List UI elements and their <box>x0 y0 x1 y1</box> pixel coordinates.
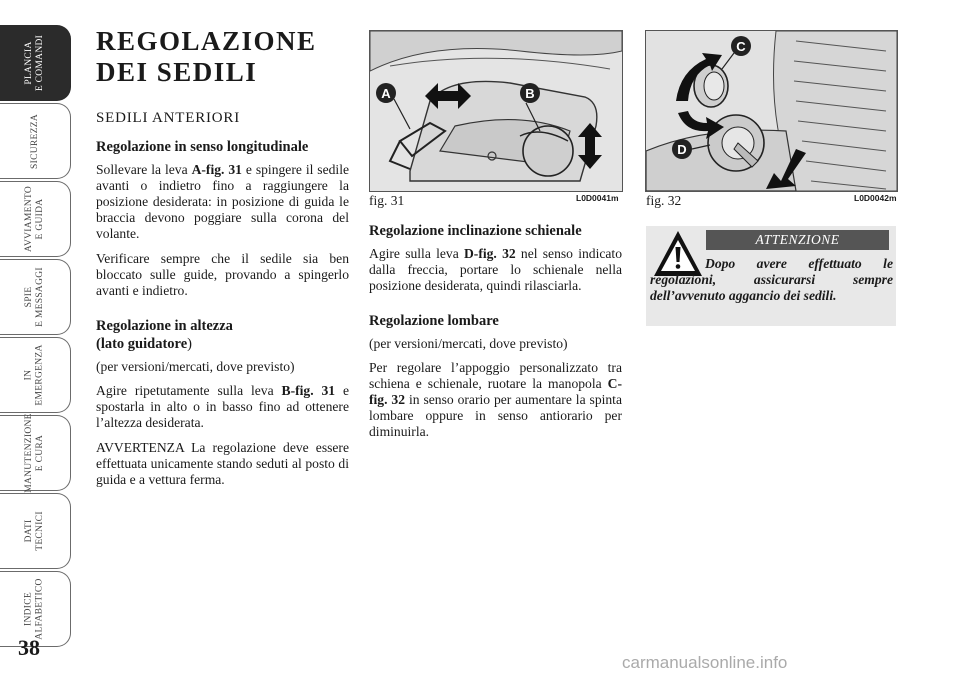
tab-avviamento-e-guida[interactable]: AVVIAMENTO E GUIDA <box>0 181 71 257</box>
tab-manutenzione-e-cura[interactable]: MANUTENZIONE E CURA <box>0 415 71 491</box>
figure-31-seat-levers <box>369 30 623 192</box>
watermark: carmanualsonline.info <box>622 653 788 672</box>
warning-header: ATTENZIONE <box>706 230 889 250</box>
tab-sicurezza[interactable]: SICUREZZA <box>0 103 71 179</box>
note-lumbar: (per versioni/mercati, dove previsto) <box>369 336 568 351</box>
paragraph-lumbar: Per regolare l’appoggio personalizzato tra schiena e schienale, ruotare la manopola C-fig. 32 in senso orario per aumentare la spinta lombare oppure in senso antiorario per diminuirla. <box>369 360 622 439</box>
figure-32-seat-knobs <box>645 30 898 192</box>
svg-text:C: C <box>736 39 746 54</box>
svg-text:B: B <box>525 86 535 101</box>
column-middle <box>369 222 622 449</box>
paragraph-longitudinal-2: Verificare sempre che il sedile sia ben bloccato sulle guide, provando a spingerlo avanti e indietro. <box>96 251 349 298</box>
figure-31-caption: fig. 31 <box>369 193 405 208</box>
figure-32-code: L0D0042m <box>854 193 897 203</box>
heading-longitudinal: Regolazione in senso longitudinale <box>96 139 309 155</box>
heading-recline: Regolazione inclinazione schienale <box>369 223 582 239</box>
svg-text:A: A <box>381 86 391 101</box>
warning-box <box>646 226 896 326</box>
paragraph-height-1: Agire ripetutamente sulla leva B-fig. 31 e spostarla in alto o in basso fino ad ottenere l’altezza desiderata. <box>96 383 350 430</box>
page-number: 38 <box>18 635 40 660</box>
paragraph-recline: Agire sulla leva D-fig. 32 nel senso indicato dalla freccia, portare lo schienale nella posizione desiderata, quindi rilasciarla. <box>369 246 622 293</box>
note-height: (per versioni/mercati, dove previsto) <box>96 359 295 374</box>
tab-dati-tecnici[interactable]: DATI TECNICI <box>0 493 71 569</box>
seat-side-illustration <box>370 31 622 191</box>
heading-lumbar: Regolazione lombare <box>369 313 499 329</box>
column-left <box>96 26 349 497</box>
seat-back-illustration <box>646 31 897 191</box>
tab-in-emergenza[interactable]: IN EMERGENZA <box>0 337 71 413</box>
tab-indice-alfabetico[interactable]: INDICE ALFABETICO <box>0 571 71 647</box>
figure-31-code: L0D0041m <box>576 193 619 203</box>
tab-plancia-e-comandi[interactable]: PLANCIA E COMANDI <box>0 25 71 101</box>
figure-32-caption: fig. 32 <box>646 193 682 208</box>
tab-spie-e-messaggi[interactable]: SPIE E MESSAGGI <box>0 259 71 335</box>
page-title: REGOLAZIONE DEI SEDILI <box>96 26 317 87</box>
section-heading: SEDILI ANTERIORI <box>96 110 241 126</box>
warning-text: Dopo avere effettuato le regolazioni, assicurarsi sempre dell’avvenuto aggancio dei sedili. <box>650 256 893 303</box>
svg-text:D: D <box>677 142 687 157</box>
paragraph-height-warning: AVVERTENZA La regolazione deve essere effettuata unicamente stando seduti al posto di guida e a vettura ferma. <box>96 440 349 487</box>
heading-height: Regolazione in altezza (lato guidatore) <box>96 318 233 352</box>
paragraph-longitudinal-1: Sollevare la leva A-fig. 31 e spingere il sedile avanti o indietro fino a raggiungere la posizione desiderata: in posizione di guida le braccia devono poggiare sulla corona del volante. <box>96 162 350 241</box>
